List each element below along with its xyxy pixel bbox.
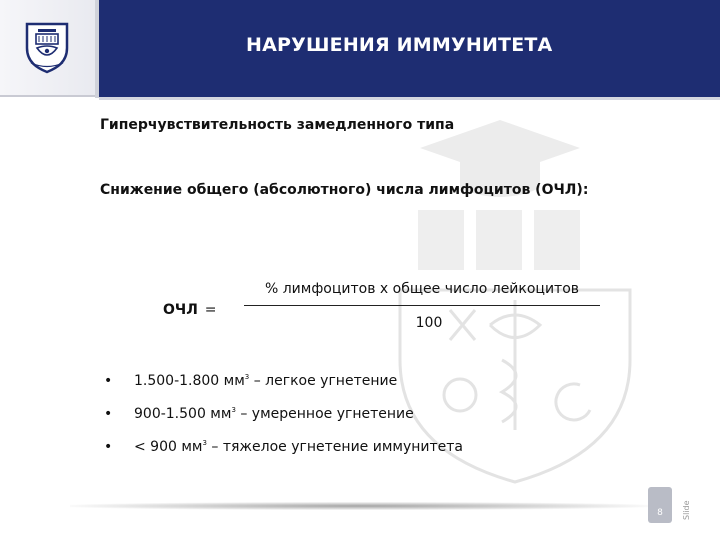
bullet-icon: • bbox=[104, 373, 113, 389]
severity-text: – умеренное угнетение bbox=[235, 406, 414, 422]
unit-exponent: 3 bbox=[231, 406, 236, 414]
page-number: 8 bbox=[657, 508, 663, 518]
severity-list bbox=[104, 373, 463, 472]
list-item bbox=[104, 406, 463, 439]
range-text: < 900 мм bbox=[134, 439, 203, 455]
formula-numerator: % лимфоцитов х общее число лейкоцитов bbox=[264, 281, 580, 297]
subtitle-delayed-hypersensitivity: Гиперчувствительность замедленного типа bbox=[100, 117, 455, 133]
severity-text: – легкое угнетение bbox=[249, 373, 398, 389]
formula-lhs-label: ОЧЛ bbox=[163, 302, 198, 318]
formula-equals: = bbox=[204, 302, 217, 318]
header-logo-area bbox=[0, 0, 95, 97]
slide-label: Slide bbox=[682, 500, 691, 520]
subtitle-lymphocyte-count: Снижение общего (абсолютного) числа лимфоцитов (ОЧЛ): bbox=[100, 182, 589, 198]
slide-title: НАРУШЕНИЯ ИММУНИТЕТА bbox=[246, 34, 553, 56]
university-crest-icon bbox=[22, 18, 72, 74]
formula-denominator: 100 bbox=[415, 315, 443, 331]
bullet-icon: • bbox=[104, 439, 113, 455]
footer-shadow-line bbox=[70, 502, 650, 510]
severity-text: – тяжелое угнетение иммунитета bbox=[206, 439, 463, 455]
unit-exponent: 3 bbox=[244, 373, 250, 381]
fraction-line bbox=[244, 305, 600, 306]
range-text: 1.500-1.800 мм bbox=[134, 373, 245, 389]
bullet-icon: • bbox=[104, 406, 113, 422]
unit-exponent: 3 bbox=[202, 439, 207, 447]
range-text: 900-1.500 мм bbox=[134, 406, 232, 422]
list-item bbox=[104, 439, 463, 472]
list-item bbox=[104, 373, 463, 406]
page-number-box bbox=[648, 487, 672, 523]
formula-lhs bbox=[163, 302, 216, 318]
